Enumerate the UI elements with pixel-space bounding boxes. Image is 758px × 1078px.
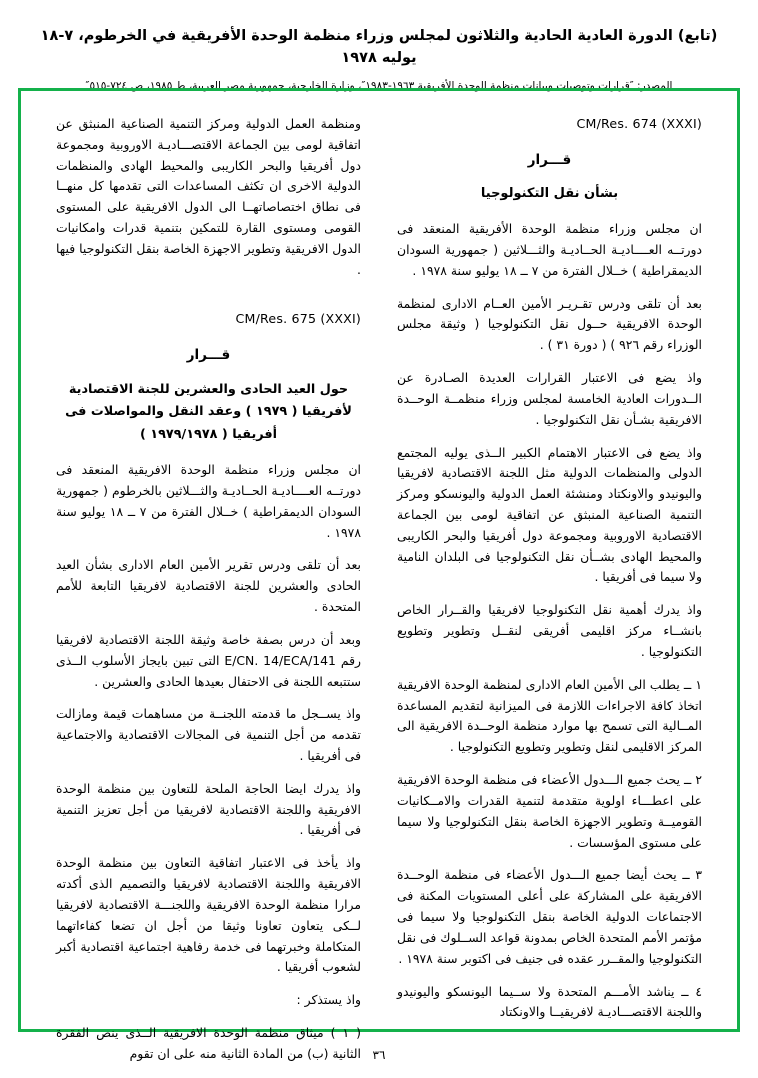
paragraph: واذ يأخذ فى الاعتبار اتفاقية التعاون بين منظمة الوحدة الافريقية واللجنة الاقتصادية لافريقيا والتصميم الذى أكدته مرارا منظمة الوحدة الافريقية واللجنـــة الاقتصادية لافريقيا لــكى يتعاون تعاونا وثيقا من أجل ان تضعا كفاءاتهما المتكاملة وخبرتهما فى خدمة رفاهية اجتماعية اقتصادية أكبر لشعوب أفريقيا . <box>56 855 361 975</box>
paragraph: واذ يضع فى الاعتبار القرارات العديدة الصـادرة عن الــدورات العادية الخامسة لمجلس وزراء منظمــة الوحــدة الافريقية بشـأن نقل التكنولوجيا . <box>397 370 702 427</box>
resolution-id-674: CM/Res. 674 (XXXI) <box>576 116 702 131</box>
page-number: ٣٦ <box>372 1048 386 1062</box>
paragraph: ٢ ــ يحث جميع الـــدول الأعضاء فى منظمة الوحدة الافريقية على اعطـــاء اولوية متقدمة لتنمية القدرات والامــكانيات القوميــة وتطوير الاجهزة الخاصة بنقل التكنولوجيا ولا سيما على مستوى المؤسسات . <box>397 772 702 850</box>
subject-heading-674: بشأن نقل التكنولوجيا <box>480 186 619 202</box>
paragraph: وبعد أن درس بصفة خاصة وثيقة اللجنة الاقتصادية لافريقيا رقم E/CN. 14/ECA/141 التى تبين بايجاز الأسلوب الــذى ستتبعه اللجنة فى الاحتفال بعيدها الحادى والعشرين . <box>56 631 361 689</box>
paragraph: واذ يدرك ايضا الحاجة الملحة للتعاون بين منظمة الوحدة الافريقية واللجنة الاقتصادية لافريقيا من أجل تعزيز التنمية فى أفريقيا . <box>56 780 361 838</box>
page-title: (تابع) الدورة العادية الحادية والثلاثون لمجلس وزراء منظمة الوحدة الأفريقية في الخرطوم، ٧-١٨ يوليه ١٩٧٨ <box>40 28 718 66</box>
paragraph: واذ يضع فى الاعتبار الاهتمام الكبير الــذى يوليه المجتمع الدولى والمنظمات الدولية مثل اللجنة الاقتصادية لافريقيا واليونيدو والاونكتاد ومنشئة العمل الدولية واليونسكو ومركز التنمية الصناعية المنبثق عن اتفاقية لومى بين الجماعة الاقتصادية الاوروبية ومجموعة دول أفريقيا والبحر الكاريبى والمحيط الهادى بشــأن نقل التكنولوجيا فى البلدان النامية ولا سيما فى أفريقيا . <box>397 444 702 585</box>
subject-line: أفريقيا ( ١٩٧٩/١٩٧٨ ) <box>139 426 277 442</box>
subject-line: حول العيد الحادى والعشرين للجنة الاقتصادية <box>68 381 349 397</box>
paragraph: واذ يســجل ما قدمته اللجنــة من مساهمات قيمة ومازالت تقدمه من أجل التنمية فى المجالات الاقتصادية والاجتماعية فى أفريقيا . <box>56 706 361 763</box>
right-column <box>379 114 706 1020</box>
left-column <box>52 114 379 1061</box>
qarar-heading-674: قـــرار <box>527 152 572 169</box>
paragraph: ان مجلس وزراء منظمة الوحدة الافريقية المنعقد فى دورتــه العــــاديـة الحــاديـة والثـــلاثين بالخرطوم ( جمهورية السودان الديمقراطية ) خــلال الفترة من ٧ ــ ١٨ يوليو سنة ١٩٧٨ . <box>56 462 362 540</box>
paragraph: واذ يدرك أهمية نقل التكنولوجيا لافريقيا والقــرار الخاص بانشــاء مركز اقليمى أفريقى لنقــل وتطوير وتطويع التكنولوجيا . <box>397 602 702 659</box>
subject-line: لأفريقيا ( ١٩٧٩ ) وعقد النقل والمواصلات فى <box>65 404 352 420</box>
resolution-id-675: CM/Res. 675 (XXXI) <box>235 310 361 326</box>
qarar-heading-675: قـــرار <box>186 347 231 364</box>
paragraph: ١ ــ يطلب الى الأمين العام الادارى لمنظمة الوحدة الافريقية اتخاذ كافة الاجراءات اللازمة فى الميزانية لتقديم المساعدة المــالية التى تسمح بها موارد منظمة الوحــدة الافريقية الى المركز الاقليمى لنقل وتطوير وتطويع التكنولوجيا . <box>397 676 702 755</box>
paragraph: ( ١ ) ميثاق منظمة الوحدة الافريقية الــذى ينص الفقرة الثانية (ب) من المادة الثانية منه على ان تقوم <box>56 1025 361 1061</box>
paragraph: ٣ ــ يحث أيضا جميع الـــدول الأعضاء فى منظمة الوحــدة الافريقية على المشاركة على أعلى المستويات المكنة فى الاجتماعات الدولية الخاصة بنقل التكنولوجيا ولا سيما فى مؤتمر الأمم المتحدة الخاص بمدونة قواعد الســلوك فى نقل التكنولوجيا والمقــرر عقده فى جنيف فى اكتوبر سنة ١٩٧٨ . <box>397 867 702 966</box>
paragraph: ٤ ــ يناشد الأمـــم المتحدة ولا ســيما اليونسكو واليونيدو واللجنة الاقتصـــاديـة لافريقيــا والاونكتاد <box>397 983 702 1020</box>
paragraph: بعد أن تلقى ودرس تقرير الأمين العام الادارى بشأن العيد الحادى والعشرين للجنة الاقتصادية لافريقيا التابعة للأمم المتحدة . <box>56 557 361 615</box>
subject-heading-675 <box>56 379 361 446</box>
source-note: المصدر: ″قرارات وتوصيات وبيانات منظمة الوحدة الأفريقية ١٩٦٣-١٩٨٣″، وزارة الخارجية، جمهورية مصر العربية، ط ١٩٨٥، ص ٧٢٤-٥١٥″ <box>85 79 673 92</box>
paragraph: واذ يستذكر : <box>296 992 361 1008</box>
paragraph: ان مجلس وزراء منظمة الوحدة الأفريقية المنعقد فى دورتــه العــــاديـة الحــاديـة والثـــلاثين ( جمهورية السودان الديمقراطية ) خــلال الفترة من ٧ ــ ١٨ يوليو سنة ١٩٧٨ . <box>397 221 702 278</box>
paragraph: بعد أن تلقى ودرس تقـريـر الأمين العــام الادارى لمنظمة الوحدة الافريقية حــول نقل التكنولوجيا ( وثيقة مجلس الوزراء رقم ٩٢٦ ) ( دورة ٣١ ) . <box>397 295 702 353</box>
page-header <box>0 0 758 94</box>
paragraph-continuation: ومنظمة العمل الدولية ومركز التنمية الصناعية المنبثق عن اتفاقية لومى بين الجماعة الاقتصـــاديـة الاوروبية ومجموعة دول أفريقيا والبحر الكاريبى والمحيط الهادى والمنظمات الدولية الاخرى ان تكثف المساعدات التى تقدمها كل منهــا فى نطاق اختصاصاتهــا الى الدول الافريقية على المستوى القومى ومستوى القارة للتمكين بتنمية قدرات وامكانيات الدول الافريقية وتطوير الاجهزة الخاصة بنقل التكنولوجيا فيها . <box>56 116 361 277</box>
